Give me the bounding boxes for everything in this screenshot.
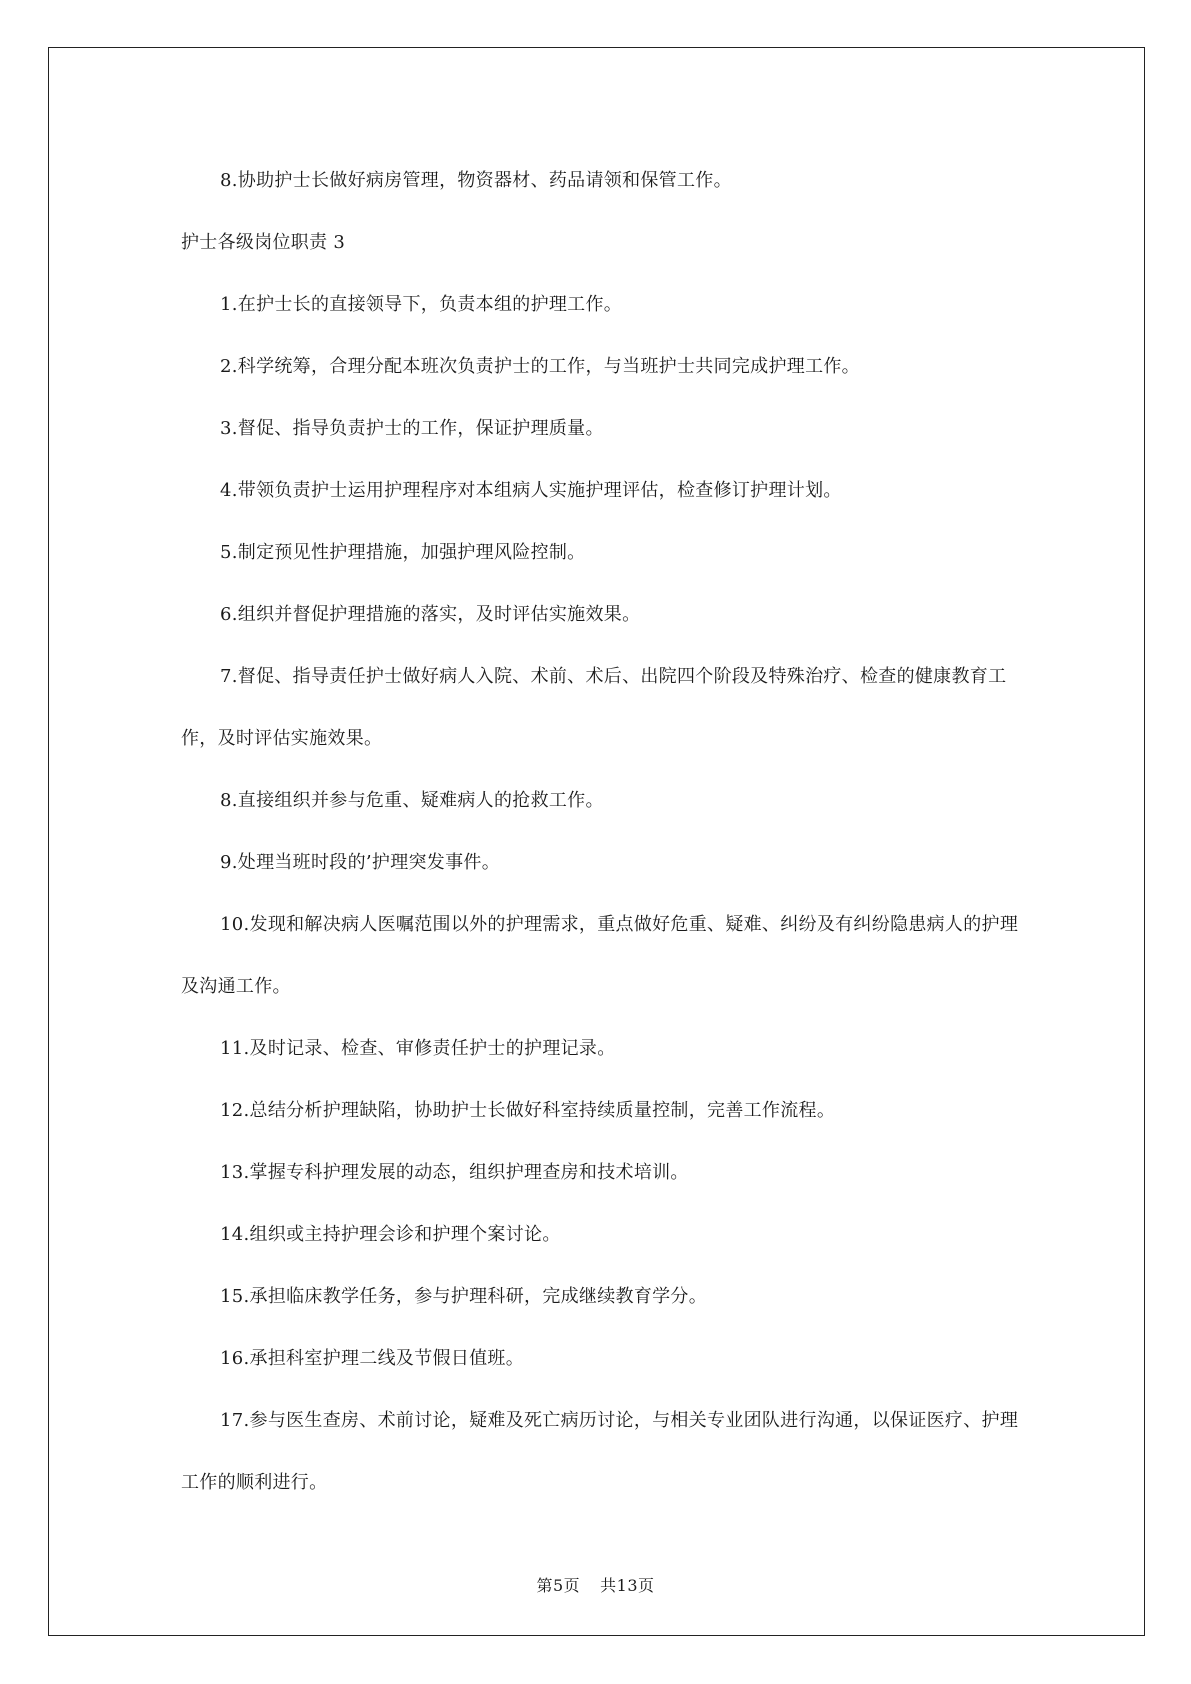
body-paragraph: 17.参与医生查房、术前讨论，疑难及死亡病历讨论，与相关专业团队进行沟通，以保证医疗、护理工作的顺利进行。 [181,1410,1019,1493]
body-paragraph: 7.督促、指导责任护士做好病人入院、术前、术后、出院四个阶段及特殊治疗、检查的健康教育工作，及时评估实施效果。 [181,666,1007,749]
document-body [181,150,1021,1514]
body-paragraph: 13.掌握专科护理发展的动态，组织护理查房和技术培训。 [220,1162,689,1183]
section-heading: 护士各级岗位职责 3 [181,232,346,253]
page-number: 第5页 [536,1576,581,1595]
body-paragraph: 14.组织或主持护理会诊和护理个案讨论。 [220,1224,561,1245]
body-paragraph: 16.承担科室护理二线及节假日值班。 [220,1348,525,1369]
body-paragraph: 8.协助护士长做好病房管理，物资器材、药品请领和保管工作。 [220,170,732,191]
body-paragraph: 10.发现和解决病人医嘱范围以外的护理需求，重点做好危重、疑难、纠纷及有纠纷隐患病人的护理及沟通工作。 [181,914,1019,997]
body-paragraph: 3.督促、指导负责护士的工作，保证护理质量。 [220,418,604,439]
body-paragraph: 11.及时记录、检查、审修责任护士的护理记录。 [220,1038,616,1059]
body-paragraph: 8.直接组织并参与危重、疑难病人的抢救工作。 [220,790,604,811]
body-paragraph: 6.组织并督促护理措施的落实，及时评估实施效果。 [220,604,641,625]
body-paragraph: 1.在护士长的直接领导下，负责本组的护理工作。 [220,294,623,315]
body-paragraph: 2.科学统筹，合理分配本班次负责护士的工作，与当班护士共同完成护理工作。 [220,356,860,377]
page-total: 共13页 [600,1576,655,1595]
body-paragraph: 9.处理当班时段的’护理突发事件。 [220,852,500,873]
page-footer [0,1573,1191,1596]
body-paragraph: 4.带领负责护士运用护理程序对本组病人实施护理评估，检查修订护理计划。 [220,480,842,501]
body-paragraph: 12.总结分析护理缺陷，协助护士长做好科室持续质量控制，完善工作流程。 [220,1100,836,1121]
body-paragraph: 15.承担临床教学任务，参与护理科研，完成继续教育学分。 [220,1286,708,1307]
body-paragraph: 5.制定预见性护理措施，加强护理风险控制。 [220,542,586,563]
